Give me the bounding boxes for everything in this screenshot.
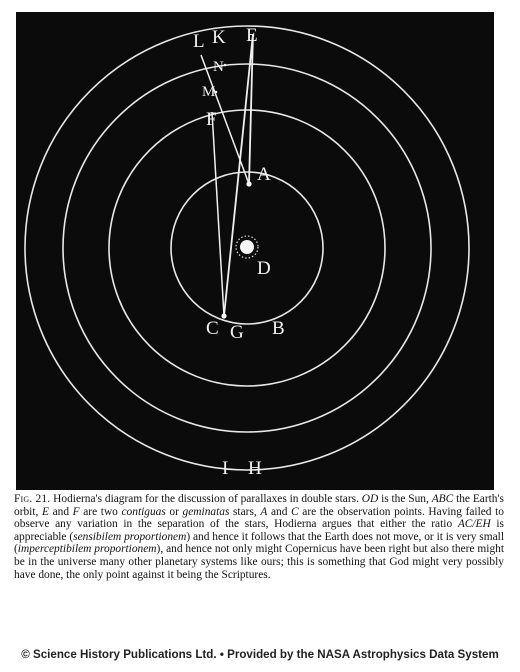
caption-italic-run: contiguas — [121, 505, 166, 518]
caption-text-run: are two — [79, 505, 122, 518]
caption-body — [14, 493, 504, 581]
label-I: I — [222, 458, 229, 479]
label-N: N — [213, 59, 224, 75]
caption-italic-run: C — [291, 505, 299, 518]
caption-italic-run: imperceptibilem proportionem — [17, 543, 157, 556]
label-M: M — [202, 84, 216, 100]
diagram-plate — [16, 12, 494, 490]
label-E: E — [246, 25, 258, 46]
caption-italic-run: ABC — [431, 493, 454, 505]
caption-text-run: is appreciable ( — [14, 518, 504, 543]
caption-italic-run: F — [72, 505, 80, 518]
caption-text-run: are the observation points. Having failed to observe any variation in the separation of the stars, Hodierna argues that either the ratio — [14, 505, 504, 531]
caption-text-run: ), and hence not only might Copernicus have been right but also there might be in the universe many other planetary systems like ours; this is something that God might very possibly have done, the only point against it being the Scriptures. — [14, 543, 504, 581]
hodierna-diagram — [16, 12, 494, 490]
point-A-dot — [246, 181, 251, 186]
label-F: F — [206, 109, 217, 130]
copyright-footer: © Science History Publications Ltd. • Provided by the NASA Astrophysics Data System — [21, 648, 499, 661]
caption-text-run: and — [48, 505, 73, 518]
caption-text-run: and — [267, 505, 292, 518]
label-B: B — [272, 318, 285, 339]
caption-text-run: the Earth's orbit, — [14, 493, 504, 518]
figure-caption — [14, 493, 504, 581]
caption-text-run: Hodierna's diagram for the discussion of parallaxes in double stars. — [53, 493, 362, 505]
caption-text-run: stars, — [229, 505, 261, 518]
caption-italic-run: A — [260, 505, 268, 518]
caption-italic-run: geminatas — [182, 505, 230, 518]
label-A: A — [257, 164, 271, 185]
caption-text-run: is the Sun, — [378, 493, 432, 505]
label-D: D — [257, 258, 271, 279]
caption-italic-run: AC/EH — [457, 518, 491, 531]
caption-text-run: or — [165, 505, 183, 518]
label-K: K — [212, 27, 226, 48]
star-mark-N — [224, 64, 227, 67]
label-G: G — [230, 322, 244, 343]
point-C-dot — [221, 313, 226, 318]
caption-italic-run: OD — [361, 493, 379, 505]
label-H: H — [248, 458, 262, 479]
label-L: L — [193, 31, 205, 52]
label-C: C — [206, 318, 219, 339]
caption-italic-run: E — [41, 505, 49, 518]
plate-background — [16, 12, 494, 490]
caption-text-run: ) and hence it follows that the Earth does not move, or it is very small ( — [14, 530, 504, 556]
caption-italic-run: sensibilem proportionem — [73, 530, 187, 543]
figure-label: Fig. 21. — [14, 493, 51, 505]
